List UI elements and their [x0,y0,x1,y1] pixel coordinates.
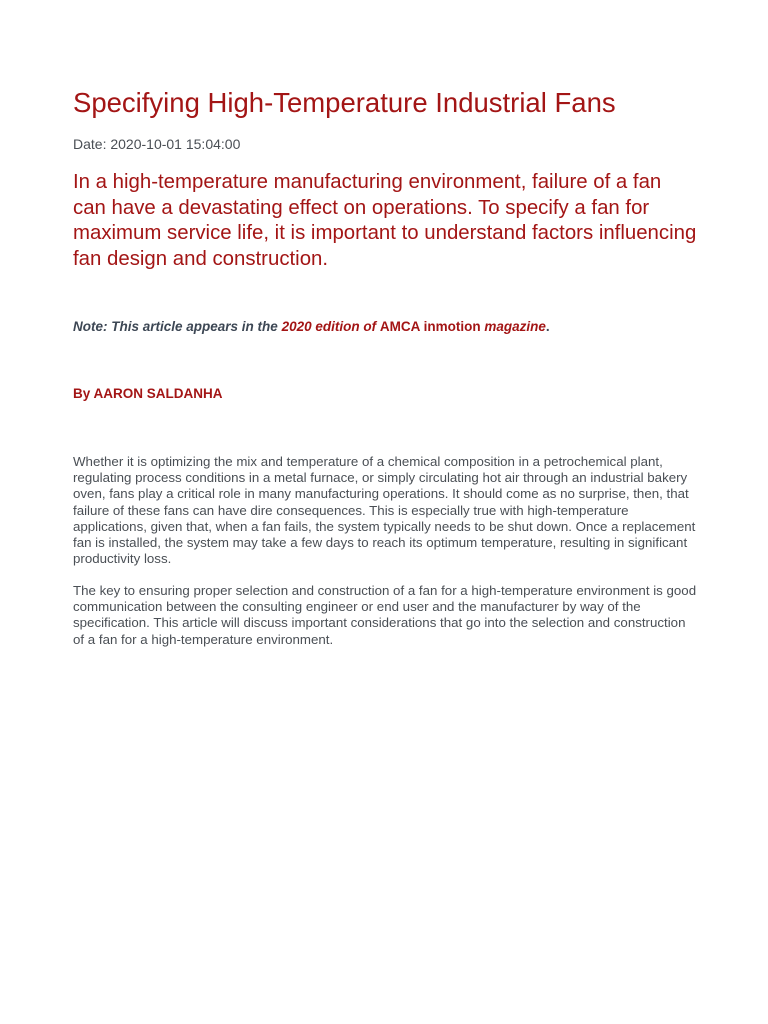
note-amca: AMCA inmotion [379,319,485,334]
note-edition: 2020 edition of [281,319,380,334]
body-paragraph-1: Whether it is optimizing the mix and temperature of a chemical composition in a petrochemical plant, regulating process conditions in a metal furnace, or simply circulating hot air through an industrial bakery oven, fans play a critical role in many manufacturing operations. It should come as no surprise, then, that failure of these fans can have dire consequences. This is especially true with high-temperature applications, given that, when a fan fails, the system typically needs to be shut down. Once a replacement fan is installed, the system may take a few days to reach its optimum temperature, resulting in significant productivity loss. [73,454,696,567]
article-note [73,319,550,335]
body-paragraph-2: The key to ensuring proper selection and construction of a fan for a high-temperature environment is good communication between the consulting engineer or end user and the manufacturer by way of the specification. This article will discuss important considerations that go into the selection and construction of a fan for a high-temperature environment. [73,583,697,647]
article-byline: By AARON SALDANHA [73,386,223,401]
article-lead: In a high-temperature manufacturing environment, failure of a fan can have a devastating effect on operations. To specify a fan for maximum service life, it is important to understand factors influencing fan design and construction. [73,171,697,270]
article-date: Date: 2020-10-01 15:04:00 [73,136,241,152]
note-period: . [545,319,550,334]
note-prefix: Note: This article appears in the [73,319,282,334]
article-title: Specifying High-Temperature Industrial Fans [73,87,616,118]
note-magazine: magazine [484,319,546,334]
